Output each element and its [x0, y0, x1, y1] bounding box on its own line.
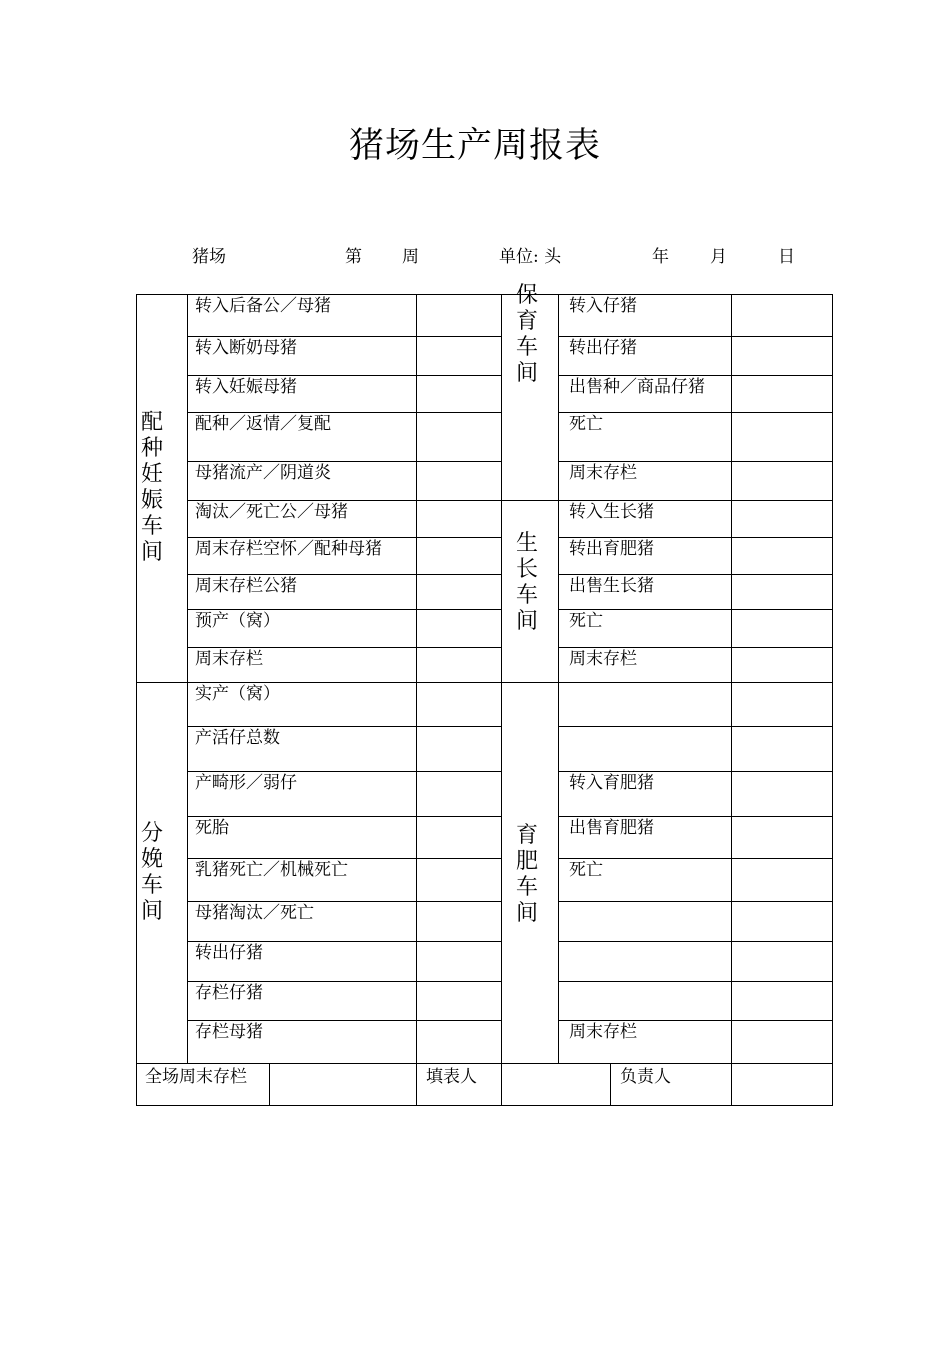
table-border-left [136, 294, 137, 1106]
row-divider [187, 941, 501, 942]
row-label: 存栏母猪 [195, 1022, 263, 1042]
row-label: 转入育肥猪 [569, 773, 654, 793]
row-divider [558, 981, 832, 982]
row-label: 死胎 [195, 818, 229, 838]
row-divider [187, 726, 501, 727]
row-divider [558, 574, 832, 575]
row-divider [558, 816, 832, 817]
row-label: 出售生长猪 [569, 576, 654, 596]
footer-divider [501, 1063, 502, 1105]
row-divider [558, 647, 832, 648]
page-title: 猪场生产周报表 [348, 126, 601, 166]
row-label: 周末存栏 [569, 463, 637, 483]
row-divider [187, 1020, 501, 1021]
footer-manager-label: 负责人 [620, 1067, 671, 1087]
row-label: 周末存栏 [569, 1022, 637, 1042]
row-divider [187, 500, 501, 501]
section-label-finishing: 育 肥 车 间 [515, 822, 538, 926]
row-label: 死亡 [569, 414, 603, 434]
row-divider [558, 858, 832, 859]
row-label: 死亡 [569, 611, 603, 631]
row-label: 周末存栏 [195, 649, 263, 669]
row-label: 实产（窝） [195, 684, 280, 704]
header-year: 年 [652, 247, 669, 267]
row-label: 出售种／商品仔猪 [569, 377, 705, 397]
row-divider [558, 1020, 832, 1021]
row-label: 淘汰／死亡公／母猪 [195, 502, 348, 522]
column-divider [558, 294, 559, 1063]
row-divider [558, 941, 832, 942]
row-label: 转入断奶母猪 [195, 338, 297, 358]
row-label: 转入后备公／母猪 [195, 296, 331, 316]
row-label: 转出育肥猪 [569, 539, 654, 559]
column-divider [731, 294, 732, 1063]
row-label: 母猪淘汰／死亡 [195, 903, 314, 923]
header-day: 日 [778, 247, 795, 267]
row-label: 母猪流产／阴道炎 [195, 463, 331, 483]
row-label: 转出仔猪 [195, 943, 263, 963]
row-label: 产畸形／弱仔 [195, 773, 297, 793]
section-label-grower: 生 长 车 间 [515, 531, 538, 634]
section-label-breeding: 配 种 妊 娠 车 间 [140, 410, 163, 565]
section-label-farrowing: 分 娩 车 间 [140, 820, 163, 924]
row-divider [558, 609, 832, 610]
header-unit: 单位: 头 [499, 247, 562, 267]
row-divider [187, 901, 501, 902]
row-label: 周末存栏空怀／配种母猪 [195, 539, 382, 559]
row-label: 转入生长猪 [569, 502, 654, 522]
row-label: 转入妊娠母猪 [195, 377, 297, 397]
row-divider [187, 537, 501, 538]
row-label: 转入仔猪 [569, 296, 637, 316]
row-divider [558, 901, 832, 902]
row-divider [558, 771, 832, 772]
section-divider [136, 682, 833, 683]
row-divider [136, 1063, 833, 1064]
header-week-prefix: 第 [345, 247, 362, 267]
row-label: 出售育肥猪 [569, 818, 654, 838]
row-divider [187, 336, 501, 337]
row-divider [187, 609, 501, 610]
section-label-nursery: 保 育 车 间 [515, 283, 538, 386]
row-label: 产活仔总数 [195, 728, 280, 748]
table-border-bottom [136, 1105, 833, 1106]
header-week-suffix: 周 [402, 247, 419, 267]
footer-divider [610, 1063, 611, 1105]
row-divider [558, 375, 832, 376]
row-divider [187, 816, 501, 817]
row-divider [558, 412, 832, 413]
column-divider [501, 294, 502, 1063]
footer-total-label: 全场周末存栏 [145, 1067, 247, 1087]
row-label: 预产（窝） [195, 611, 280, 631]
row-divider [187, 412, 501, 413]
row-divider [187, 375, 501, 376]
footer-divider [416, 1063, 417, 1105]
row-label: 乳猪死亡／机械死亡 [195, 860, 348, 880]
footer-divider [731, 1063, 732, 1105]
column-divider [416, 294, 417, 1063]
footer-filler-label: 填表人 [426, 1067, 477, 1087]
row-divider [558, 461, 832, 462]
row-divider [558, 726, 832, 727]
footer-divider [269, 1063, 270, 1105]
row-divider [187, 461, 501, 462]
row-divider [187, 771, 501, 772]
row-divider [187, 858, 501, 859]
row-label: 死亡 [569, 860, 603, 880]
section-divider [501, 500, 832, 501]
table-border-top [136, 294, 833, 295]
row-divider [187, 981, 501, 982]
header-farm: 猪场 [192, 247, 226, 267]
table-border-right [832, 294, 833, 1106]
header-month: 月 [710, 247, 727, 267]
row-label: 存栏仔猪 [195, 983, 263, 1003]
row-divider [558, 537, 832, 538]
row-divider [187, 574, 501, 575]
row-label: 周末存栏 [569, 649, 637, 669]
row-label: 周末存栏公猪 [195, 576, 297, 596]
row-divider [187, 647, 501, 648]
column-divider [187, 294, 188, 1063]
row-divider [558, 336, 832, 337]
row-label: 配种／返情／复配 [195, 414, 331, 434]
row-label: 转出仔猪 [569, 338, 637, 358]
